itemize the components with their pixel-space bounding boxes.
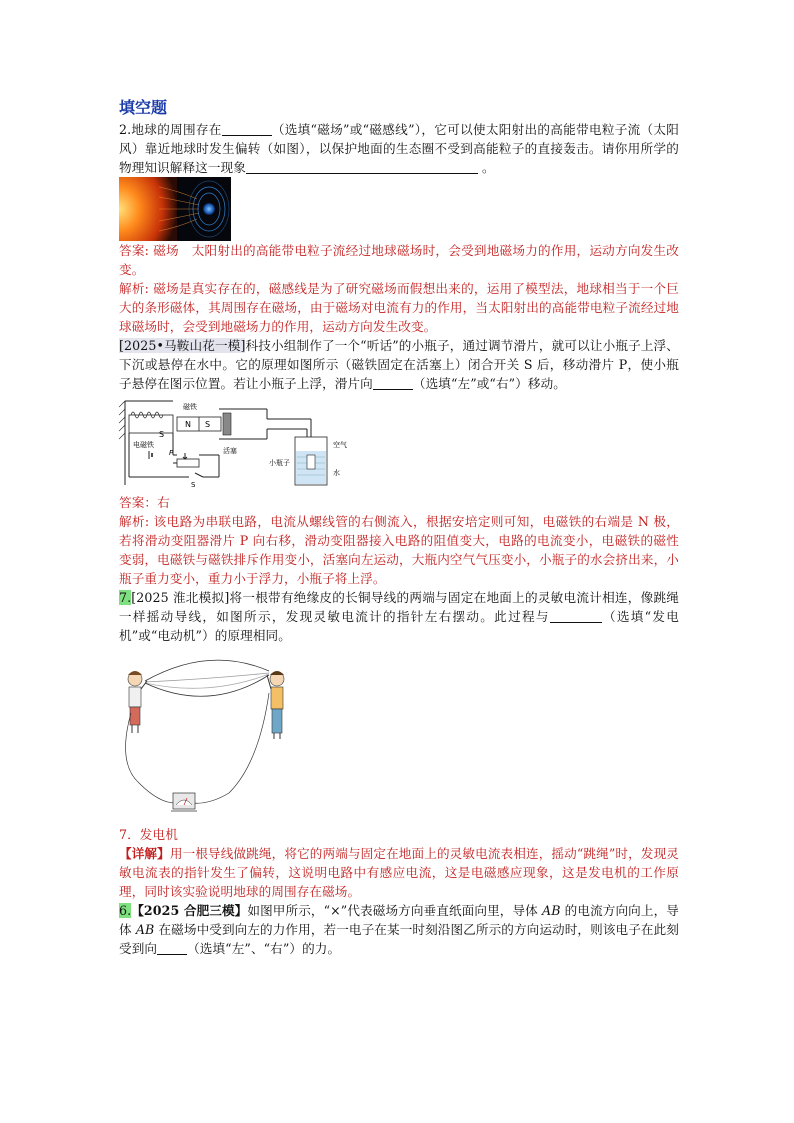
question-text: （选填“左”、“右”）的力。 [187, 941, 341, 956]
question-3 [119, 336, 679, 393]
jump-rope-generator-figure [119, 653, 299, 825]
question-text: 。 [482, 160, 495, 175]
label-magnet: 磁铁 [183, 403, 197, 411]
detail-7 [119, 844, 679, 901]
question-text: （选填“左”或“右”）移动。 [412, 376, 566, 391]
question-text: 的电流方向向上，导体 [119, 903, 679, 937]
question-2 [119, 120, 679, 177]
source-tag: 【2025 合肥三模】 [131, 903, 248, 918]
answer-3: 答案：右 [119, 495, 170, 510]
detail-tag: 【详解】 [119, 846, 170, 861]
question-text: 在磁场中受到向左的力作用，若一电子在某一时刻沿图乙所示的方向运动时，则该电子在此刻受到向 [119, 922, 679, 956]
section-title: 填空题 [119, 98, 168, 117]
answer-blank [222, 121, 272, 136]
source-tag: [2025 淮北模拟] [131, 590, 230, 605]
answer-7: 7．发电机 [119, 827, 178, 842]
analysis-3: 解析: 该电路为串联电路，电流从螺线管的右侧流入，根据安培定则可知，电磁铁的右端是 N 极，若将滑动变阻器滑片 P 向右移，滑动变阻器接入电路的阻值变大，电路的电流变小，电磁铁的磁性变弱，电磁铁与磁铁排斥作用变小，活塞向左运动，大瓶内空气气压变小，小瓶子的水会挤出来，小瓶子重力变小，重力小于浮力，小瓶子将上浮。 [119, 514, 679, 586]
label-water: 水 [333, 469, 340, 477]
question-text: 将一根带有绝缘皮的长铜导线的两端与固定在地面上的灵敏电流计相连，像跳绳一样摇动导线，如图所示，发现灵敏电流计的指针左右摆动。此过程与 [119, 590, 679, 624]
question-number: 7. [119, 590, 132, 605]
answer-blank [157, 940, 187, 955]
question-text: 如图甲所示，“×”代表磁场方向垂直纸面向里，导体 [247, 903, 542, 918]
question-text: （选填“磁场”或“磁感线”），它可以使太阳射出的高能带电粒子流（太阳风）靠近地球时发生偏转（如图），以保护地面的生态圈不受到高能粒子的直接轰击。请你用所学的物理知识解释这一现象 [119, 122, 680, 175]
label-electromagnet: 电磁铁 [133, 441, 154, 449]
question-6 [119, 901, 679, 958]
label-s-magnet: S [205, 420, 211, 429]
label-piston: 活塞 [223, 447, 237, 455]
analysis-2: 解析: 磁场是真实存在的，磁感线是为了研究磁场而假想出来的，运用了模型法，地球相当于一个巨大的条形磁体，其周围存在磁场，由于磁场对电流有力的作用，当太阳射出的高能带电粒子流经过地球磁场时，会受到地磁场力的作用，运动方向发生改变。 [119, 281, 679, 334]
floating-bottle-circuit-figure [119, 397, 351, 493]
conductor-label: AB [542, 903, 561, 918]
question-7 [119, 588, 679, 645]
label-n: N [185, 420, 191, 429]
source-tag: [2025•马鞍山花一模] [119, 338, 246, 353]
question-text: （选填“发电机”或“电动机”）的原理相同。 [119, 609, 679, 643]
label-air: 空气 [333, 441, 347, 449]
question-text: 地球的周围存在 [131, 122, 222, 137]
question-text: 科技小组制作了一个“听话”的小瓶子，通过调节滑片，就可以让小瓶子上浮、下沉或悬停在水中。它的原理如图所示（磁铁固定在活塞上）闭合开关 S 后，移动滑片 P，使小瓶子悬停在图示位置。若让小瓶子上浮，滑片向 [119, 338, 679, 391]
question-number: 2. [119, 122, 132, 137]
answer-blank [550, 608, 602, 623]
label-switch: S [191, 481, 196, 489]
detail-text: 用一根导线做跳绳，将它的两端与固定在地面上的灵敏电流表相连，摇动“跳绳”时，发现灵敏电流表的指针发生了偏转，这说明电路中有感应电流，这是电磁感应现象，这是发电机的工作原理，同时该实验说明地球的周围存在磁场。 [119, 846, 679, 899]
conductor-label: AB [135, 922, 155, 937]
content [119, 98, 679, 958]
solar-wind-figure [119, 177, 231, 241]
question-number: 6. [119, 903, 132, 918]
answer-blank [246, 159, 478, 174]
answer-blank [373, 375, 413, 390]
label-bottle: 小瓶子 [269, 459, 290, 467]
label-s-coil: S [159, 430, 165, 439]
answer-2: 答案: 磁场 太阳射出的高能带电粒子流经过地球磁场时，会受到地磁场力的作用，运动方向发生改变。 [119, 243, 679, 277]
label-p: P [169, 449, 174, 457]
